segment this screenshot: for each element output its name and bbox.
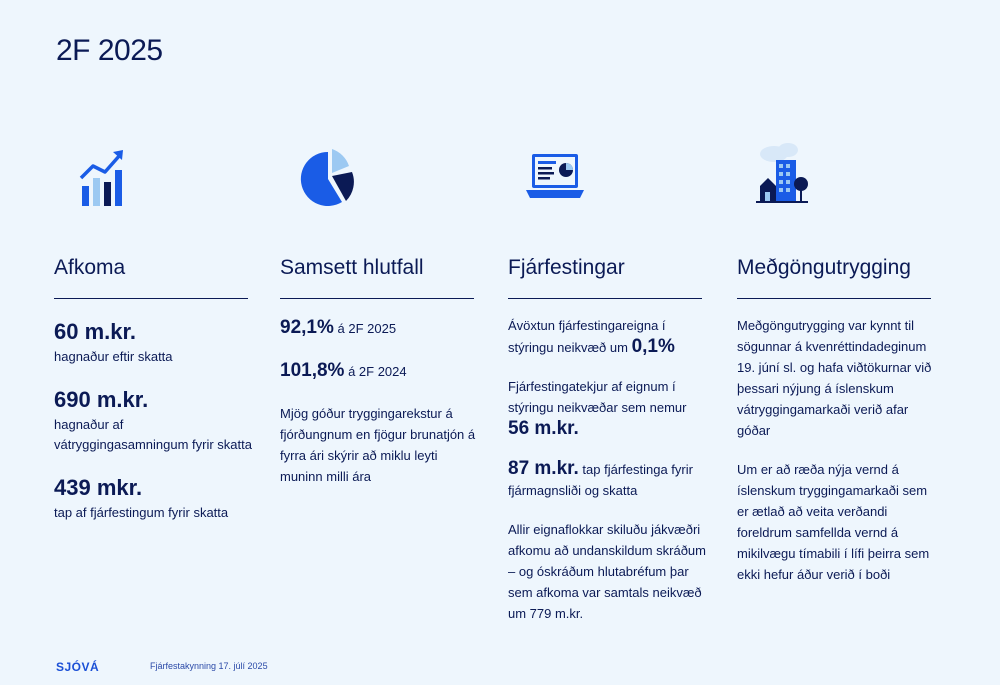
ratio-label: á 2F 2024 <box>348 364 407 379</box>
column-afkoma <box>54 250 254 523</box>
metric-value: 439 mkr. <box>54 475 143 500</box>
investment-loss-value: 87 m.kr. <box>508 458 579 479</box>
metric-label: hagnaður af vátryggingasamningum fyrir skatta <box>54 417 252 452</box>
heading-samsett-hlutfall: Samsett hlutfall <box>280 256 424 279</box>
heading-medgongutrygging: Meðgöngutrygging <box>737 256 911 279</box>
column-samsett-hlutfall <box>280 250 480 487</box>
ratio-value: 101,8% <box>280 360 345 381</box>
investment-loss-text: tap fjárfestinga fyrir fjármagnsliði og skatta <box>508 462 693 498</box>
metric-label: hagnaður eftir skatta <box>54 349 173 364</box>
investment-income-text: Fjárfestingatekjur af eignum í stýringu neikvæðar sem nemur <box>508 379 687 415</box>
investment-return <box>508 315 708 358</box>
ratio-row <box>280 317 480 340</box>
divider <box>508 298 702 299</box>
metric-value: 690 m.kr. <box>54 387 149 412</box>
ratio-label: á 2F 2025 <box>337 321 397 336</box>
pie-chart-icon <box>300 146 356 212</box>
product-description: Um er að ræða nýja vernd á íslenskum tryggingamarkaði sem er ætlað að veita verðandi foreldrum samfellda vernd á mikilvægu tímabili í lífi þeirra sem ekki hefur áður verið í boði <box>737 462 930 582</box>
metric <box>54 317 254 367</box>
laptop-chart-icon <box>526 152 584 204</box>
heading-fjarfestingar: Fjárfestingar <box>508 256 625 279</box>
divider <box>54 298 248 299</box>
metric <box>54 473 254 523</box>
bar-chart-trend-icon <box>78 148 126 208</box>
footer-caption: Fjárfestakynning 17. júlí 2025 <box>150 661 268 671</box>
column-fjarfestingar <box>508 250 708 624</box>
metric-value: 60 m.kr. <box>54 319 136 344</box>
asset-class-note: Allir eignaflokkar skiluðu jákvæðri afkomu að undanskildum skráðum – og óskráðum hlutabréfum þar sem afkoma var samtals neikvæð um 779 m.kr. <box>508 522 706 621</box>
metric-label: tap af fjárfestingum fyrir skatta <box>54 505 229 520</box>
product-intro: Meðgöngutrygging var kynnt til sögunnar á kvenréttindadeginum 19. júní sl. og hafa viðtökurnar við þessari nýjung á íslenskum vátryggingamarkaði verið afar góðar <box>737 318 932 438</box>
column-medgongutrygging <box>737 250 937 585</box>
city-building-icon <box>752 142 812 206</box>
divider <box>280 298 474 299</box>
investment-loss <box>508 458 708 501</box>
heading-afkoma: Afkoma <box>54 256 126 279</box>
page-title: 2F 2025 <box>56 34 163 67</box>
investment-income-value: 56 m.kr. <box>508 418 579 439</box>
ratio-description: Mjög góður tryggingarekstur á fjórðungnum en fjögur brunatjón á fyrra ári skýrir að miklu leyti muninn milli ára <box>280 406 476 484</box>
metric <box>54 385 254 455</box>
divider <box>737 298 931 299</box>
ratio-row <box>280 360 480 383</box>
ratio-value: 92,1% <box>280 317 334 338</box>
sjova-logo: SJÓVÁ <box>56 660 100 674</box>
investment-return-value: 0,1% <box>631 336 675 357</box>
investment-return-text: Ávöxtun fjárfestingareigna í stýringu neikvæð um <box>508 318 666 355</box>
investment-income <box>508 376 708 440</box>
